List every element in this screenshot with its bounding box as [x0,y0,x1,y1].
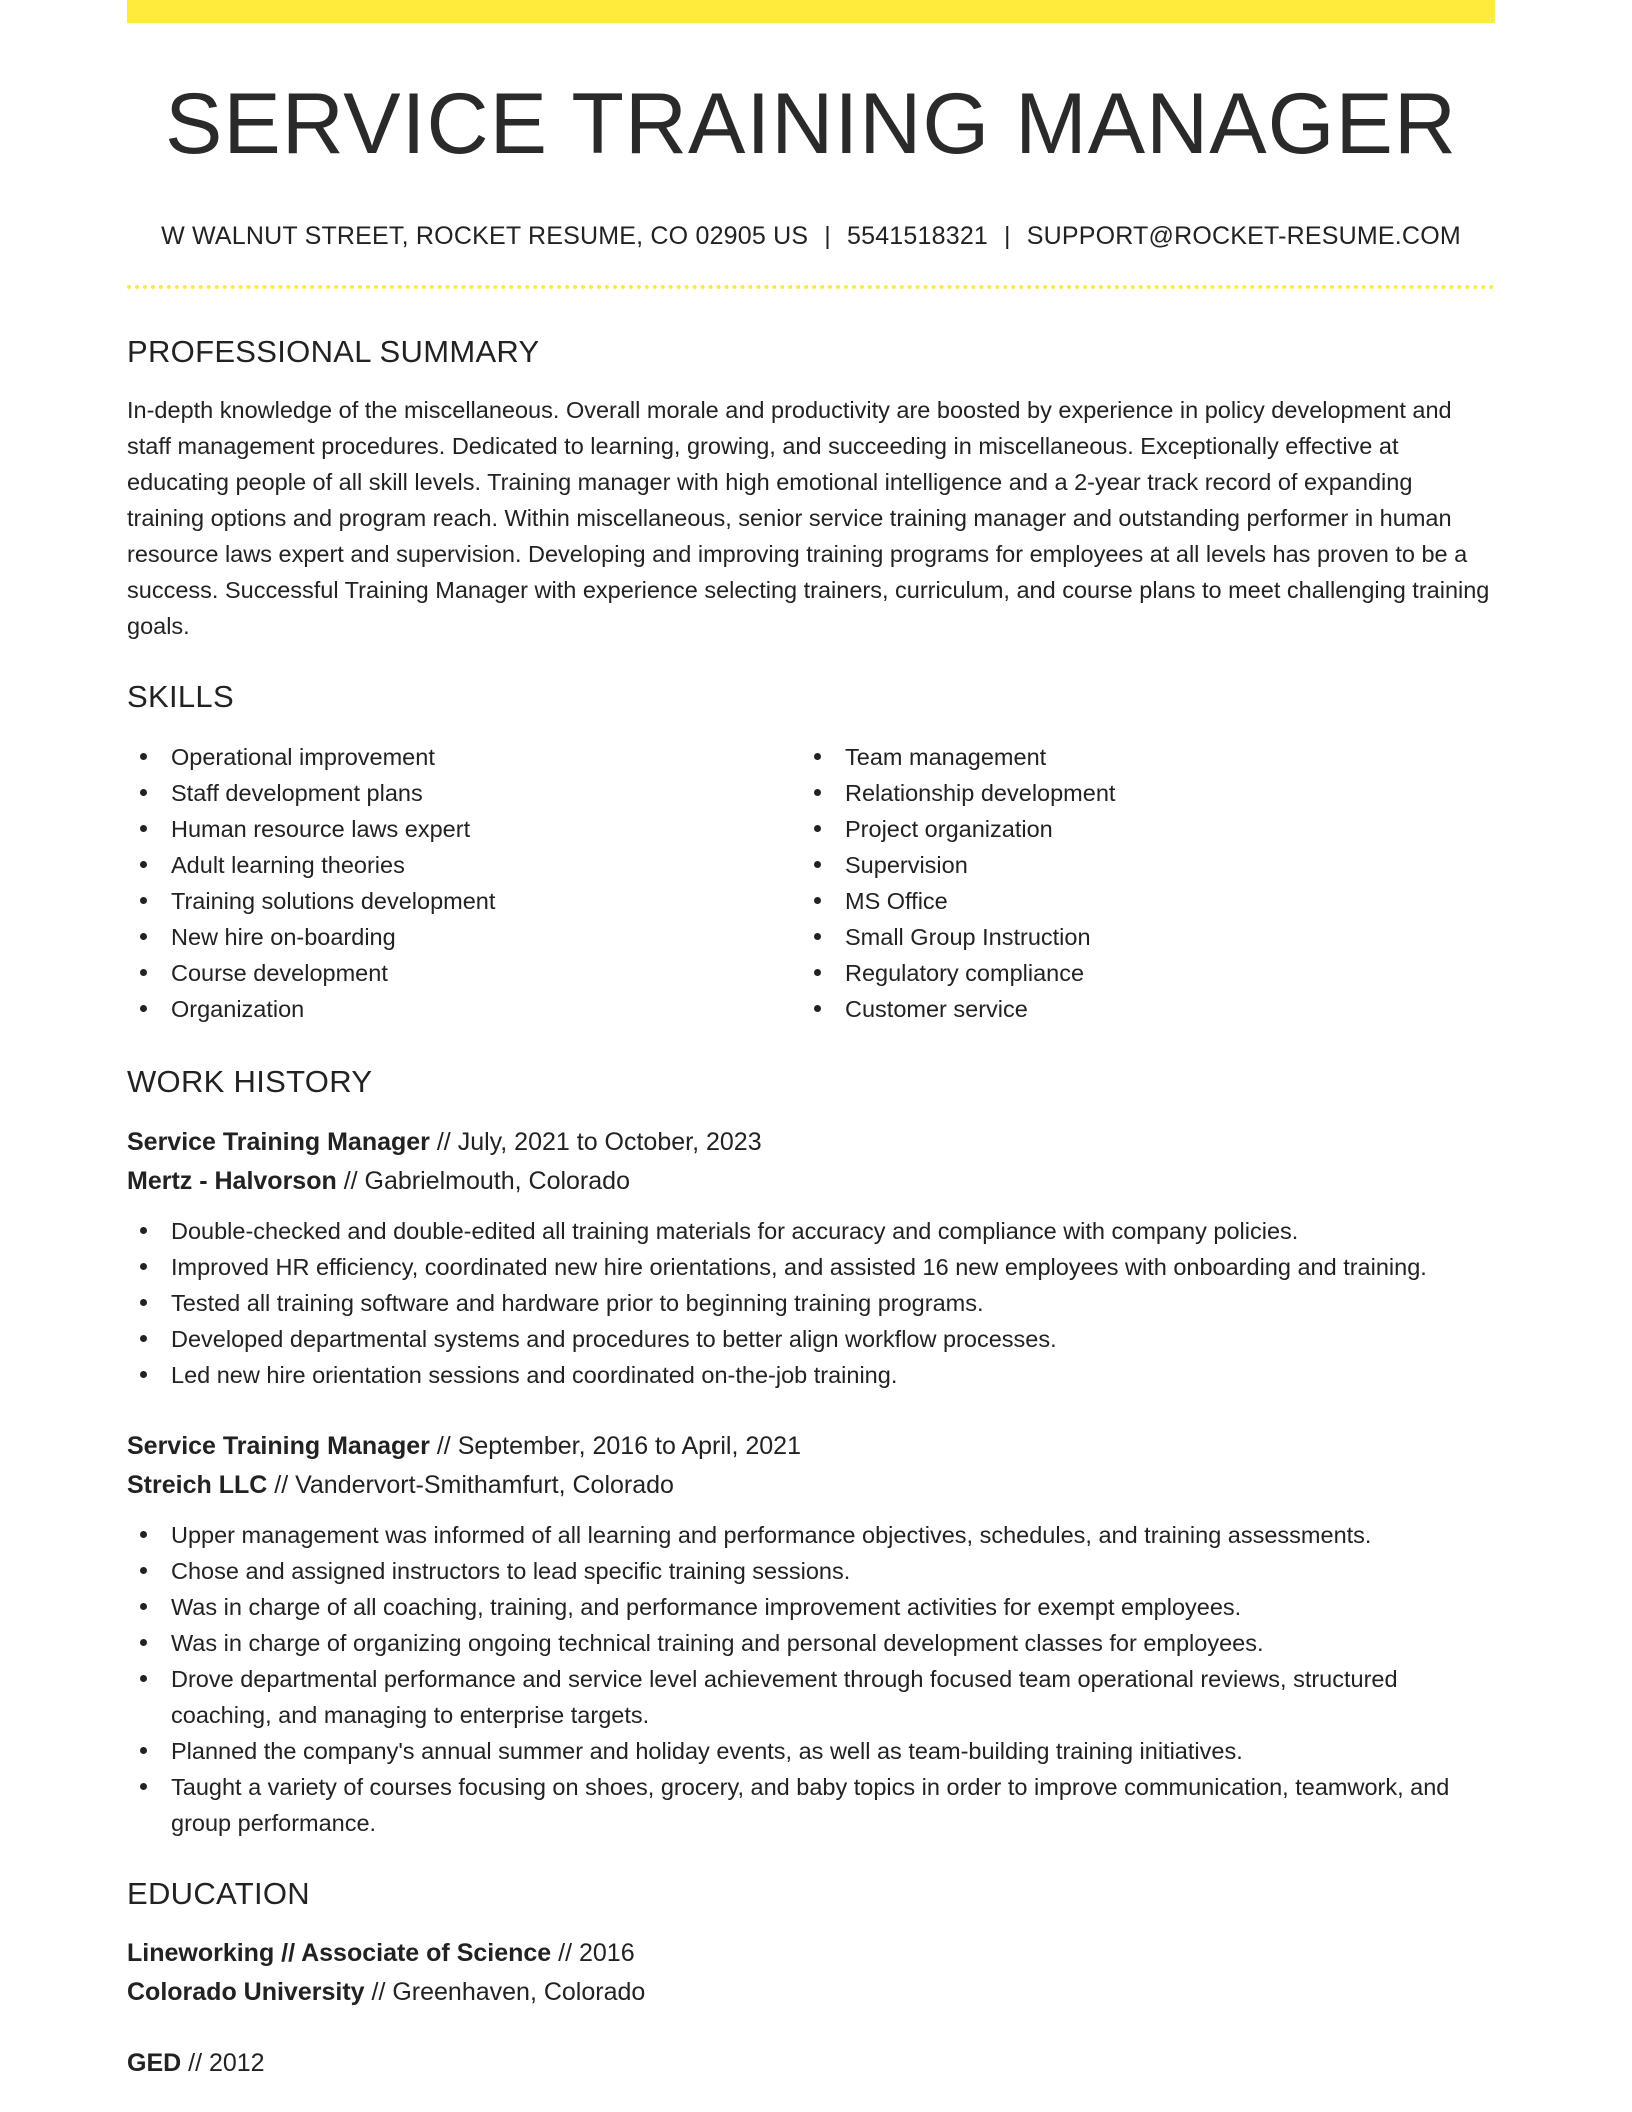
bullet-dot-icon [140,1371,147,1378]
skill-item: Regulatory compliance [801,955,1475,991]
bullet-dot-icon [140,969,147,976]
skill-item: Supervision [801,847,1475,883]
job-bullet: Improved HR efficiency, coordinated new hire orientations, and assisted 16 new employees with onboarding and training. [127,1249,1495,1285]
bullet-dot-icon [814,753,821,760]
education-degree: Lineworking // Associate of Science [127,1938,552,1967]
bullet-dot-icon [814,825,821,832]
job-bullet: Taught a variety of courses focusing on shoes, grocery, and baby topics in order to improve communication, teamwork, and group performance. [127,1769,1495,1841]
contact-separator: | [824,222,831,250]
bullet-dot-icon [140,753,147,760]
education-year: // 2016 [551,1938,635,1967]
bullet-dot-icon [140,897,147,904]
job-role: Service Training Manager [127,1431,430,1460]
job-bullet: Was in charge of all coaching, training, and performance improvement activities for exempt employees. [127,1589,1495,1625]
contact-line [127,221,1495,251]
bullet-dot-icon [140,1603,147,1610]
section-title-education: EDUCATION [127,1875,310,1911]
job-bullets [127,1213,1495,1393]
section-title-summary: PROFESSIONAL SUMMARY [127,334,540,369]
job-location: // Vandervort-Smithamfurt, Colorado [267,1470,674,1499]
job-bullet: Chose and assigned instructors to lead specific training sessions. [127,1553,1495,1589]
job-dates: // July, 2021 to October, 2023 [429,1127,762,1156]
skills-list [127,739,1495,1027]
skill-item: Training solutions development [127,883,801,919]
skill-item: Staff development plans [127,775,801,811]
bullet-dot-icon [140,1783,147,1790]
resume-name: SERVICE TRAINING MANAGER [165,76,1457,172]
job-bullet: Drove departmental performance and service level achievement through focused team operational reviews, structured coaching, and managing to enterprise targets. [127,1661,1495,1733]
bullet-dot-icon [140,1639,147,1646]
skill-item: Small Group Instruction [801,919,1475,955]
education-degree-line [127,2044,1495,2083]
bullet-dot-icon [140,1531,147,1538]
skill-item: Adult learning theories [127,847,801,883]
skills-column-right [801,739,1475,1027]
bullet-dot-icon [814,861,821,868]
job-title-line [127,1123,1495,1162]
skill-item: Customer service [801,991,1475,1027]
education-school: Colorado University [127,1977,365,2006]
job-company: Mertz - Halvorson [127,1166,337,1195]
resume-page [127,0,1495,2083]
skill-item: Organization [127,991,801,1027]
education-year: // 2012 [181,2048,265,2077]
job-entry [127,1123,1495,1393]
accent-bar [127,0,1495,23]
contact-email: SUPPORT@ROCKET-RESUME.COM [1026,222,1461,250]
bullet-dot-icon [814,1005,821,1012]
header-divider [127,285,1495,289]
education-location: // Greenhaven, Colorado [364,1977,646,2006]
education-entry [127,1934,1495,2012]
skill-item: Operational improvement [127,739,801,775]
job-role: Service Training Manager [127,1127,430,1156]
bullet-dot-icon [140,1005,147,1012]
skill-item: Human resource laws expert [127,811,801,847]
bullet-dot-icon [140,1299,147,1306]
bullet-dot-icon [140,789,147,796]
job-bullet: Planned the company's annual summer and holiday events, as well as team-building training initiatives. [127,1733,1495,1769]
job-entry [127,1427,1495,1841]
job-bullet: Tested all training software and hardware prior to beginning training programs. [127,1285,1495,1321]
education-degree: GED [127,2048,182,2077]
bullet-dot-icon [140,1335,147,1342]
section-title-skills: SKILLS [127,679,234,715]
bullet-dot-icon [140,1567,147,1574]
skill-item: Course development [127,955,801,991]
contact-separator: | [1004,222,1011,250]
bullet-dot-icon [140,861,147,868]
bullet-dot-icon [140,933,147,940]
job-bullets [127,1517,1495,1841]
job-company-line [127,1466,1495,1505]
education-degree-line [127,1934,1495,1973]
bullet-dot-icon [140,1675,147,1682]
bullet-dot-icon [814,933,821,940]
bullet-dot-icon [140,1263,147,1270]
skill-item: Relationship development [801,775,1475,811]
education-school-line [127,1973,1495,2012]
skill-item: Team management [801,739,1475,775]
education-entry [127,2044,1495,2083]
job-title-line [127,1427,1495,1466]
summary-text: In-depth knowledge of the miscellaneous. Overall morale and productivity are boosted by experience in policy development and staff management procedures. Dedicated to learning, growing, and succeeding in miscellaneous. Exceptionally effective at educating people of all skill levels. Training manager with high emotional intelligence and a 2-year track record of expanding training options and program reach. Within miscellaneous, senior service training manager and outstanding performer in human resource laws expert and supervision. Developing and improving training programs for employees at all levels has proven to be a success. Successful Training Manager with experience selecting trainers, curriculum, and course plans to meet challenging training goals. [127,397,1490,640]
bullet-dot-icon [814,789,821,796]
job-dates: // September, 2016 to April, 2021 [429,1431,801,1460]
bullet-dot-icon [140,825,147,832]
job-company: Streich LLC [127,1470,268,1499]
job-bullet: Developed departmental systems and procedures to better align workflow processes. [127,1321,1495,1357]
bullet-dot-icon [140,1747,147,1754]
skill-item: MS Office [801,883,1475,919]
skills-column-left [127,739,801,1027]
section-title-work-history: WORK HISTORY [127,1064,373,1100]
contact-address: W WALNUT STREET, ROCKET RESUME, CO 02905 US [161,222,809,250]
bullet-dot-icon [140,1227,147,1234]
contact-phone: 5541518321 [846,222,989,250]
job-location: // Gabrielmouth, Colorado [336,1166,630,1195]
bullet-dot-icon [814,969,821,976]
job-bullet: Was in charge of organizing ongoing technical training and personal development classes for employees. [127,1625,1495,1661]
job-bullet: Led new hire orientation sessions and coordinated on-the-job training. [127,1357,1495,1393]
job-bullet: Double-checked and double-edited all training materials for accuracy and compliance with company policies. [127,1213,1495,1249]
bullet-dot-icon [814,897,821,904]
skill-item: Project organization [801,811,1475,847]
job-bullet: Upper management was informed of all learning and performance objectives, schedules, and training assessments. [127,1517,1495,1553]
skill-item: New hire on-boarding [127,919,801,955]
job-company-line [127,1162,1495,1201]
